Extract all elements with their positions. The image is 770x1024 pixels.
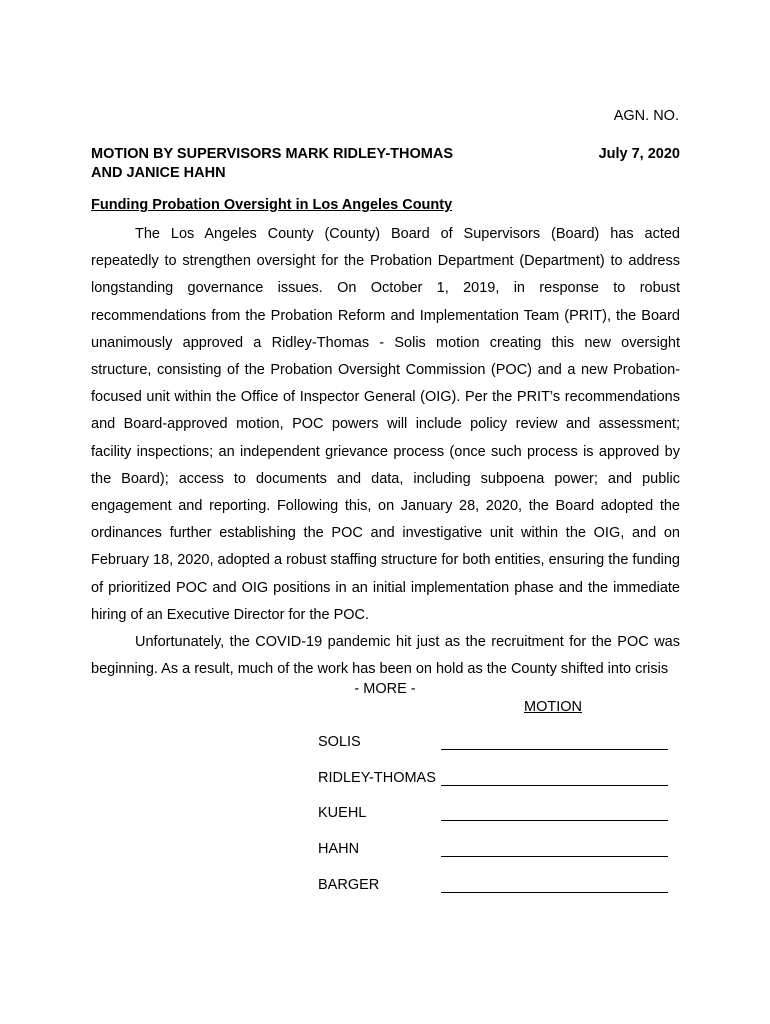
supervisor-name: RIDLEY-THOMAS xyxy=(318,770,436,786)
vote-blank-line xyxy=(441,820,668,821)
motion-date: July 7, 2020 xyxy=(598,146,680,162)
motion-sponsors xyxy=(91,145,511,183)
vote-row-barger xyxy=(318,877,678,897)
body-paragraph-1: The Los Angeles County (County) Board of Supervisors (Board) has acted repeatedly to strengthen oversight for the Probation Department (Department) to address longstanding governance issues. On October 1, 2019, in response to robust recommendations from the Probation Reform and Implementation Team (PRIT), the Board unanimously approved a Ridley-Thomas - Solis motion creating this new oversight structure, consisting of the Probation Oversight Commission (POC) and a new Probation-focused unit within the Office of Inspector General (OIG). Per the PRIT’s recommendations and Board-approved motion, POC powers will include policy review and assessment; facility inspections; an independent grievance process (once such process is approved by the Board); access to documents and data, including subpoena power; and public engagement and reporting. Following this, on January 28, 2020, the Board adopted the ordinances further establishing the POC and investigative unit within the OIG, and on February 18, 2020, adopted a robust staffing structure for both entities, ensuring the funding of prioritized POC and OIG positions in an initial implementation phase and the immediate hiring of an Executive Director for the POC. xyxy=(91,226,680,623)
supervisor-name: BARGER xyxy=(318,877,380,893)
motion-body xyxy=(91,221,680,683)
motion-title: Funding Probation Oversight in Los Angeles County xyxy=(91,197,453,213)
supervisor-name: KUEHL xyxy=(318,805,367,821)
motion-sponsors-line-2: AND JANICE HAHN xyxy=(91,165,226,181)
agenda-number-label: AGN. NO. xyxy=(613,108,679,124)
body-paragraph-2: Unfortunately, the COVID-19 pandemic hit just as the recruitment for the POC was beginning. As a result, much of the work has been on hold as the County shifted into crisis xyxy=(91,634,680,678)
vote-row-hahn xyxy=(318,841,678,861)
vote-row-solis xyxy=(318,734,678,754)
supervisor-name: SOLIS xyxy=(318,734,361,750)
vote-blank-line xyxy=(441,892,668,893)
vote-row-kuehl xyxy=(318,805,678,825)
motion-vote-heading: MOTION xyxy=(524,699,582,715)
vote-blank-line xyxy=(441,856,668,857)
vote-row-ridley-thomas xyxy=(318,770,678,790)
motion-sponsors-line-1: MOTION BY SUPERVISORS MARK RIDLEY-THOMAS xyxy=(91,146,453,162)
vote-blank-line xyxy=(441,785,668,786)
vote-blank-line xyxy=(441,749,668,750)
supervisor-name: HAHN xyxy=(318,841,360,857)
more-indicator: - MORE - xyxy=(354,681,416,697)
